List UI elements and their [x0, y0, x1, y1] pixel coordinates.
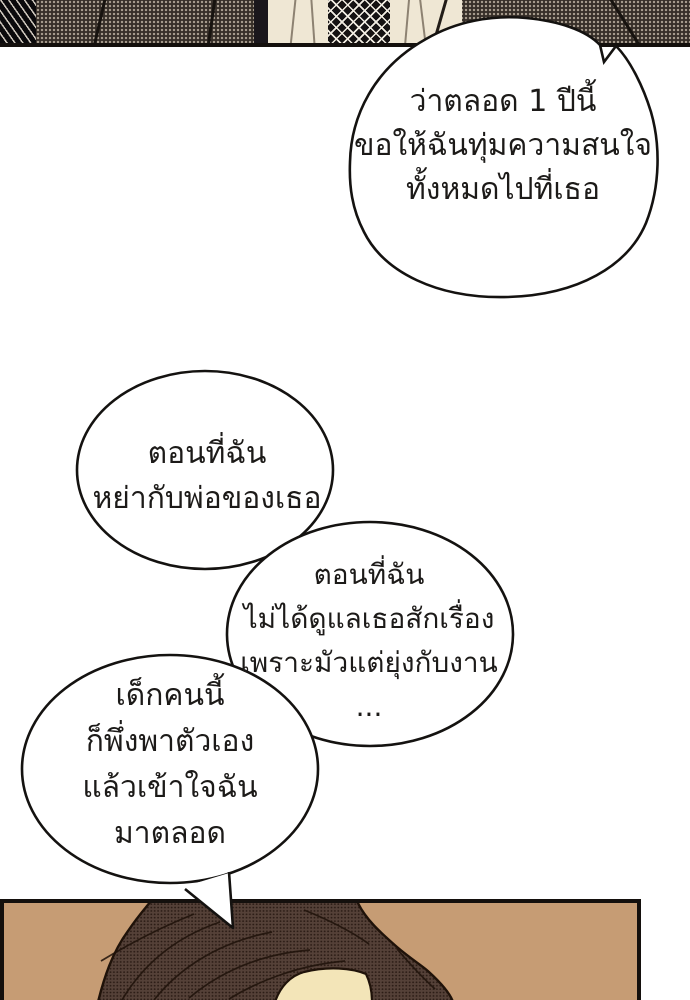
bubble-line: แล้วเข้าใจฉัน — [82, 770, 258, 805]
bubble-line: มาตลอด — [114, 816, 226, 851]
bubble-line: ทั้งหมดไปที่เธอ — [406, 172, 600, 207]
bubble-line: เพราะมัวแต่ยุ่งกับงาน — [240, 646, 498, 679]
bubble-line: ว่าตลอด 1 ปีนี้ — [409, 84, 597, 119]
bubble-line: ตอนที่ฉัน — [147, 436, 267, 471]
bubble-line: ... — [355, 690, 383, 723]
bubble-line: ตอนที่ฉัน — [313, 558, 425, 591]
speech-bubble-1-text — [348, 80, 658, 212]
bubble-line: ไม่ได้ดูแลเธอสักเรื่อง — [243, 602, 495, 635]
speech-bubble-4-text — [45, 673, 295, 857]
bubble-line: หย่ากับพ่อของเธอ — [92, 481, 322, 516]
bubble-line: เด็กคนนี้ — [115, 678, 225, 713]
speech-bubble-2-text — [78, 431, 336, 521]
bubble-line: ก็พึ่งพาตัวเอง — [85, 724, 255, 759]
bubble-line: ขอให้ฉันทุ่มความสนใจ — [353, 128, 653, 163]
